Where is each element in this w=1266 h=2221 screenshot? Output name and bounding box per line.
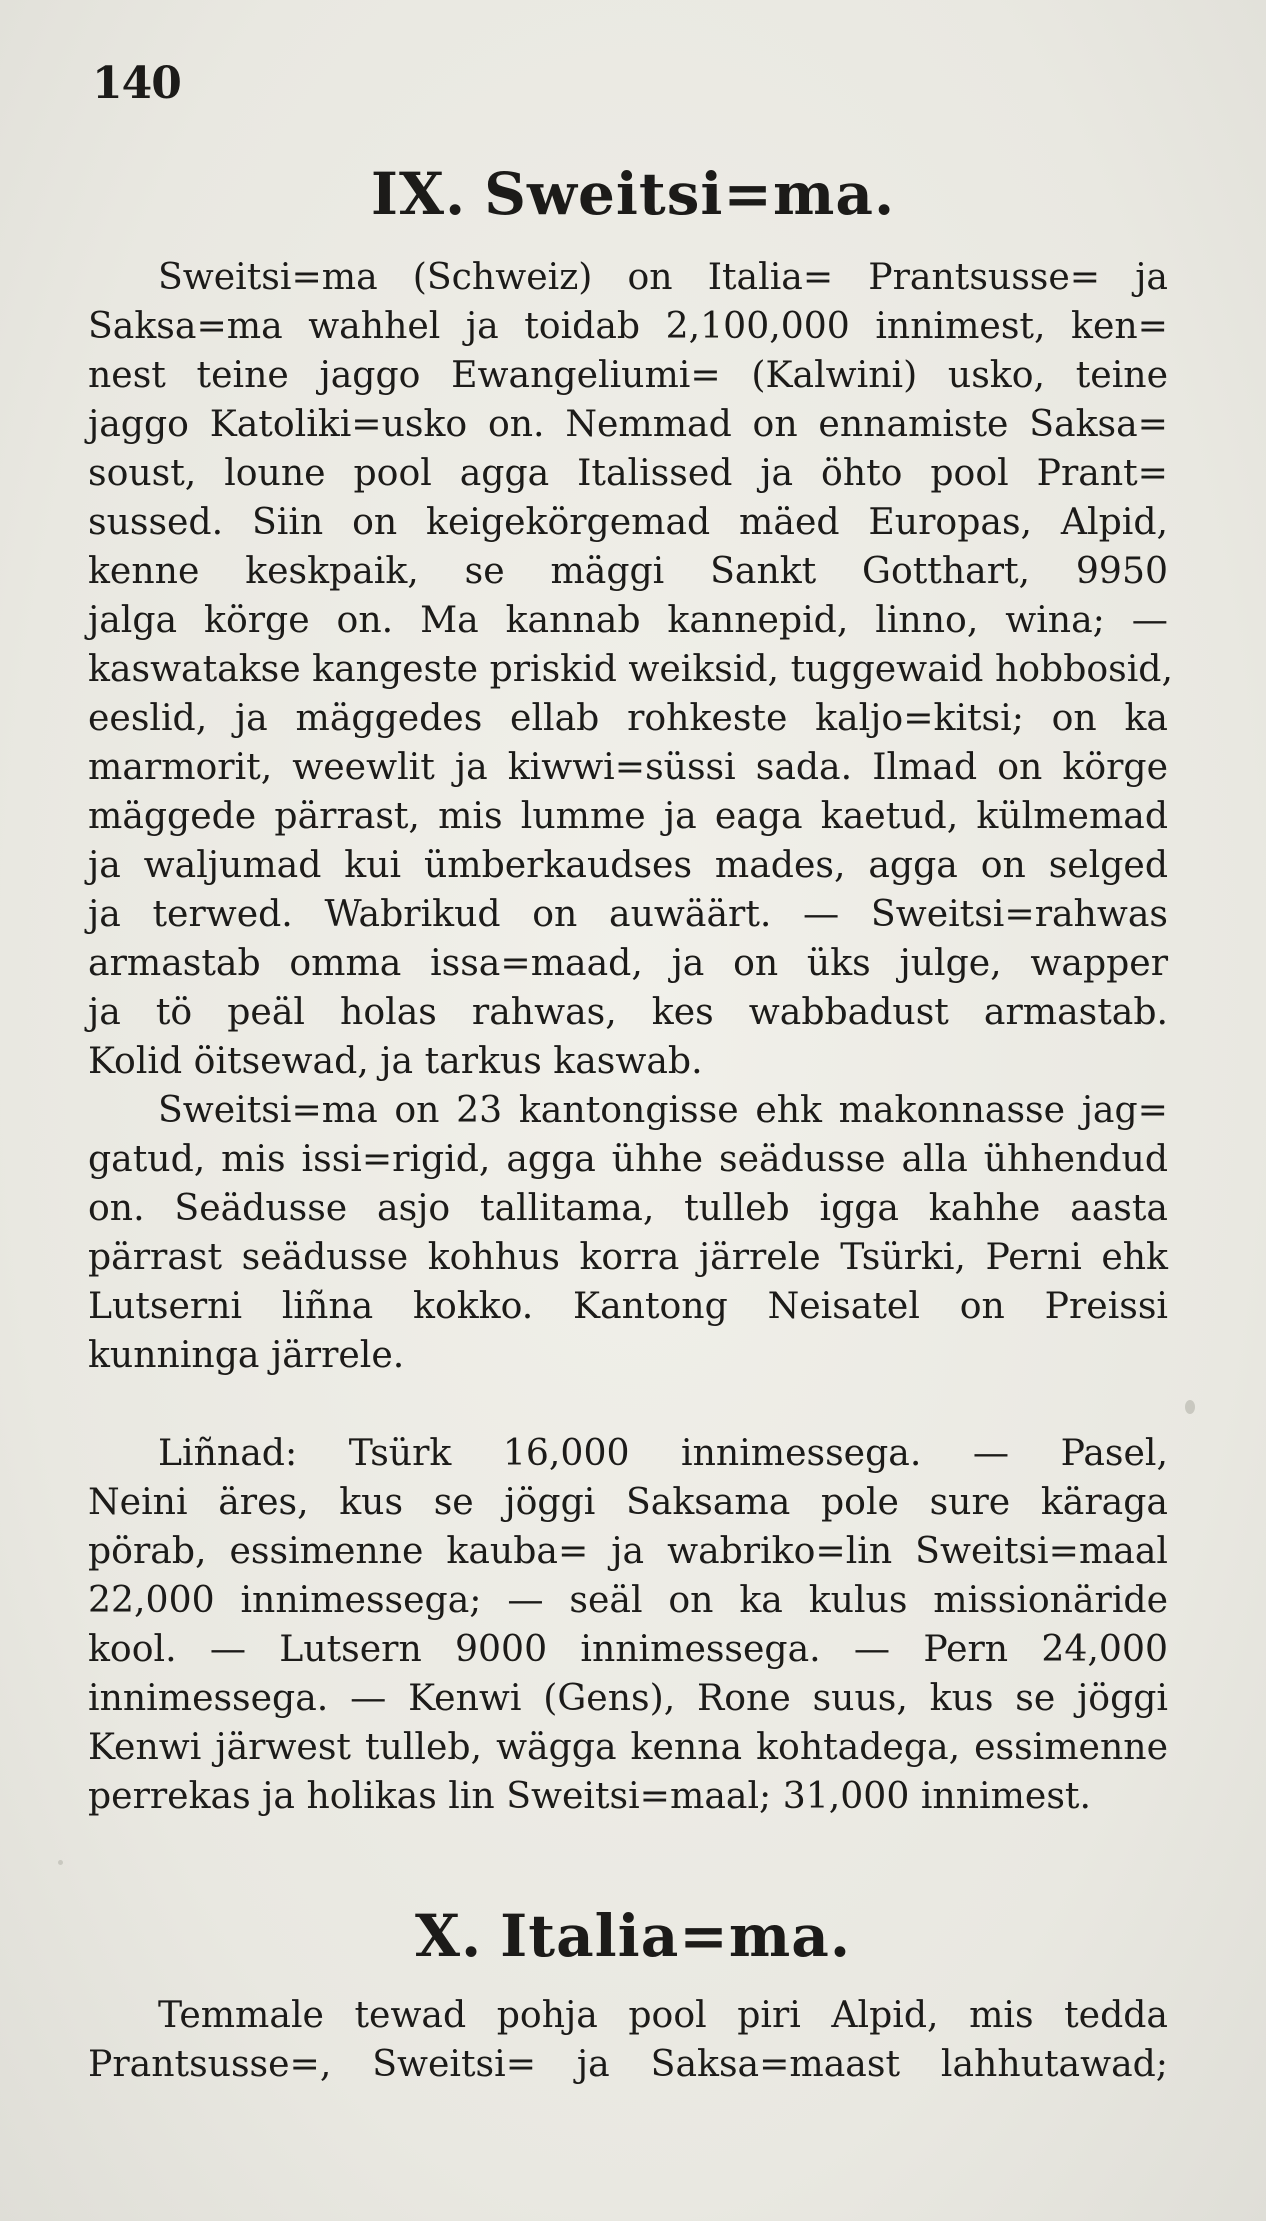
chapter-x-heading — [0, 1902, 1266, 1970]
chapter-x-numeral: X. — [414, 1902, 483, 1970]
text-line: Prantsusse=, Sweitsi= ja Saksa=maast lahhutawad; — [88, 2042, 1168, 2085]
text-line: on. Seädusse asjo tallitama, tulleb igga kahhe aasta — [88, 1186, 1168, 1229]
text-line: nest teine jaggo Ewangeliumi= (Kalwini) usko, teine — [88, 353, 1168, 396]
text-line: innimessega. — Kenwi (Gens), Rone suus, kus se jöggi — [88, 1676, 1168, 1719]
text-line: perrekas ja holikas lin Sweitsi=maal; 31,000 innimest. — [88, 1774, 1091, 1817]
text-line: eeslid, ja mäggedes ellab rohkeste kaljo=kitsi; on ka — [88, 696, 1168, 739]
text-line: gatud, mis issi=rigid, agga ühhe seädusse alla ühhendud — [88, 1137, 1168, 1180]
text-line: mäggede pärrast, mis lumme ja eaga kaetud, külmemad — [88, 794, 1168, 837]
text-line: ja terwed. Wabrikud on auwäärt. — Sweitsi=rahwas — [88, 892, 1168, 935]
text-line: kunninga järrele. — [88, 1333, 405, 1376]
text-line: Kenwi järwest tulleb, wägga kenna kohtadega, essimenne — [88, 1725, 1168, 1768]
text-line: jaggo Katoliki=usko on. Nemmad on ennamiste Saksa= — [88, 402, 1168, 445]
chapter-ix-paragraph-3 — [88, 1428, 1168, 1820]
text-line: Sweitsi=ma (Schweiz) on Italia= Prantsusse= ja — [158, 255, 1168, 298]
text-line: Kolid öitsewad, ja tarkus kaswab. — [88, 1039, 703, 1082]
chapter-ix-heading — [0, 160, 1266, 228]
chapter-x-paragraph-1 — [88, 1990, 1168, 2088]
text-line: 22,000 innimessega; — seäl on ka kulus missionäride — [88, 1578, 1168, 1621]
text-line: ja tö peäl holas rahwas, kes wabbadust armastab. — [88, 990, 1168, 1033]
chapter-x-title: Italia=ma. — [500, 1902, 852, 1970]
paper-speck — [1185, 1400, 1195, 1414]
chapter-ix-paragraph-2 — [88, 1085, 1168, 1379]
text-line: kenne keskpaik, se mäggi Sankt Gotthart, 9950 — [88, 549, 1168, 592]
text-line: soust, loune pool agga Italissed ja öhto pool Prant= — [88, 451, 1168, 494]
text-line: Saksa=ma wahhel ja toidab 2,100,000 innimest, ken= — [88, 304, 1168, 347]
text-line: Neini äres, kus se jöggi Saksama pole sure käraga — [88, 1480, 1168, 1523]
paper-speck — [58, 1860, 63, 1865]
text-line: sussed. Siin on keigekörgemad mäed Europas, Alpid, — [88, 500, 1168, 543]
text-line: pörab, essimenne kauba= ja wabriko=lin Sweitsi=maal — [88, 1529, 1168, 1572]
text-line: marmorit, weewlit ja kiwwi=süssi sada. Ilmad on körge — [88, 745, 1168, 788]
chapter-ix-paragraph-1 — [88, 252, 1173, 1085]
page-number: 140 — [92, 58, 181, 109]
chapter-ix-title: Sweitsi=ma. — [484, 160, 896, 228]
text-line: Liñnad: Tsürk 16,000 innimessega. — Pasel, — [158, 1431, 1168, 1474]
text-line: pärrast seädusse kohhus korra järrele Tsürki, Perni ehk — [88, 1235, 1168, 1278]
text-line: ja waljumad kui ümberkaudses mades, agga on selged — [88, 843, 1168, 886]
text-line: Sweitsi=ma on 23 kantongisse ehk makonnasse jag= — [158, 1088, 1168, 1131]
text-line: armastab omma issa=maad, ja on üks julge, wapper — [88, 941, 1168, 984]
text-line: kool. — Lutsern 9000 innimessega. — Pern 24,000 — [88, 1627, 1168, 1670]
text-line: kaswatakse kangeste priskid weiksid, tuggewaid hobbosid, — [88, 647, 1173, 690]
text-line: Lutserni liñna kokko. Kantong Neisatel on Preissi — [88, 1284, 1168, 1327]
text-line: jalga körge on. Ma kannab kannepid, linno, wina; — — [88, 598, 1168, 641]
chapter-ix-numeral: IX. — [370, 160, 467, 228]
text-line: Temmale tewad pohja pool piri Alpid, mis tedda — [158, 1993, 1168, 2036]
